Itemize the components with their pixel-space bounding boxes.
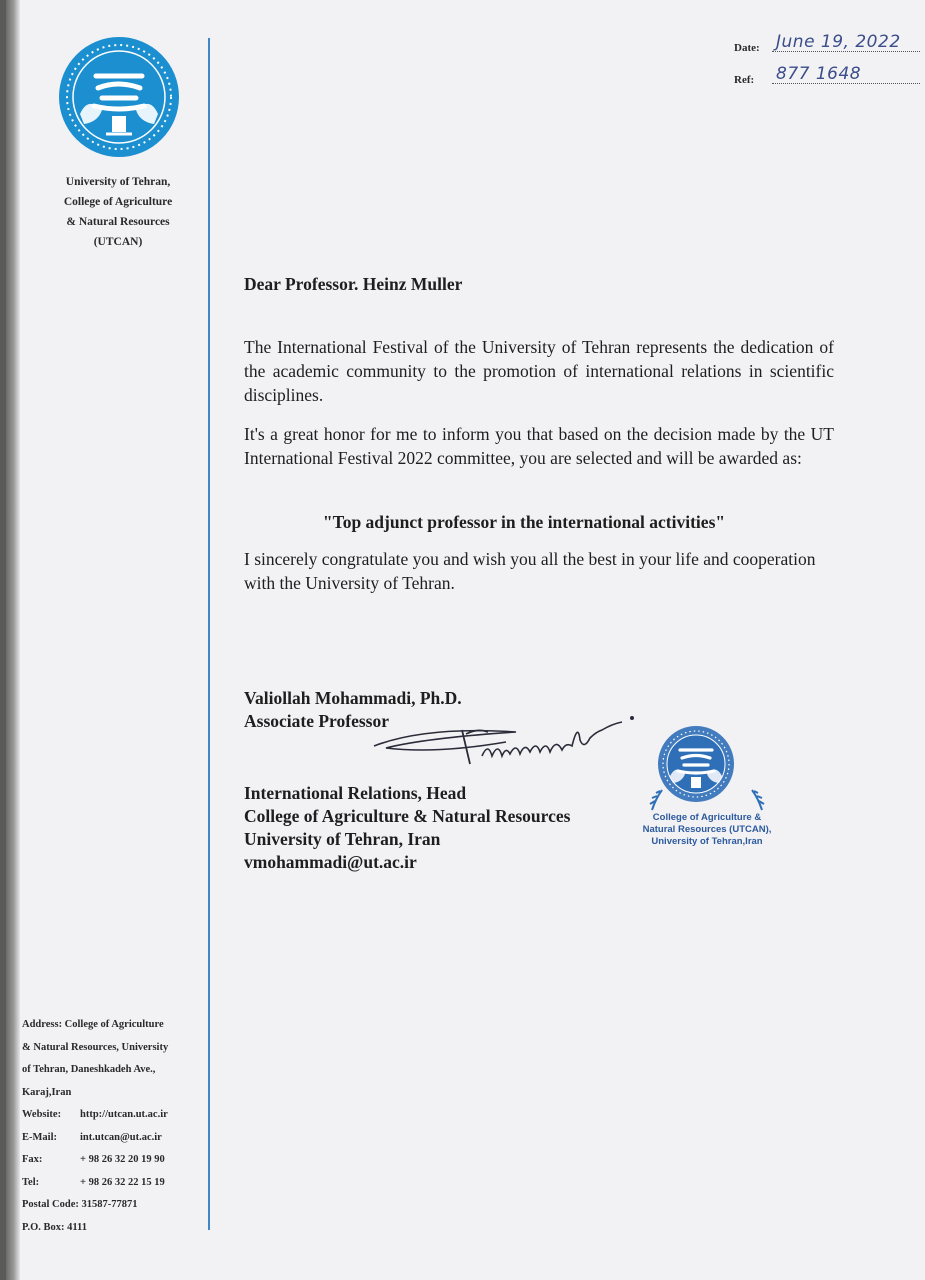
handwritten-signature-icon (366, 708, 666, 778)
address-line: Address: College of Agriculture (22, 1019, 164, 1030)
po-box: P.O. Box: 4111 (22, 1221, 87, 1233)
stamp-text (622, 812, 792, 848)
signatory-position: International Relations, Head (244, 783, 467, 803)
stamp-line: University of Tehran,Iran (651, 836, 763, 847)
paragraph-intro: The International Festival of the University of Tehran represents the dedication of the academic community to the promotion of international relations in scientific disciplines. (244, 337, 834, 405)
contact-value: + 98 26 32 22 15 19 (80, 1176, 165, 1188)
address-line: & Natural Resources, University (22, 1041, 169, 1053)
signatory-name: Valiollah Mohammadi, Ph.D. (244, 688, 462, 708)
contact-fax (22, 1149, 210, 1172)
letter-page (6, 0, 925, 1280)
ref-label: Ref: (734, 74, 755, 86)
contact-value: http://utcan.ut.ac.ir (80, 1109, 168, 1120)
contact-website (22, 1104, 210, 1127)
contact-value: int.utcan@ut.ac.ir (80, 1131, 162, 1143)
address-line: of Tehran, Daneshkadeh Ave., (22, 1064, 156, 1075)
salutation: Dear Professor. Heinz Muller (244, 274, 463, 294)
paragraph-decision: It's a great honor for me to inform you that based on the decision made by the UT International Festival 2022 committee, you are selected and will be awarded as: (244, 424, 834, 468)
institution-line: University of Tehran, (65, 176, 171, 188)
date-value: June 19, 2022 (772, 33, 920, 52)
contact-value: + 98 26 32 20 19 90 (80, 1154, 165, 1165)
award-title: "Top adjunct professor in the international activities" (322, 512, 726, 532)
university-of-tehran-seal-icon (58, 36, 180, 158)
institution-name (34, 172, 202, 252)
ref-field (734, 64, 862, 86)
stamp-line: Natural Resources (UTCAN), (642, 824, 772, 835)
institution-line: & Natural Resources (66, 216, 170, 228)
contact-label: Fax: (22, 1154, 43, 1165)
contact-label: Tel: (22, 1176, 40, 1188)
date-field (734, 32, 901, 54)
signatory-college: College of Agriculture & Natural Resources (244, 806, 571, 826)
stamp-line: College of Agriculture & (652, 812, 762, 823)
signatory-title: Associate Professor (244, 711, 389, 731)
contact-label: E-Mail: (22, 1131, 57, 1143)
contact-tel (22, 1172, 210, 1195)
signatory-email: vmohammadi@ut.ac.ir (244, 852, 417, 872)
contact-email (22, 1127, 210, 1150)
paragraph-congratulations: I sincerely congratulate you and wish you all the best in your life and cooperation with the University of Tehran. (244, 549, 816, 593)
signatory-university: University of Tehran, Iran (244, 829, 441, 849)
ref-value: 877 1648 (772, 65, 920, 84)
stamp-laurel-icon (642, 784, 772, 814)
address-line: Karaj,Iran (22, 1086, 72, 1098)
official-stamp (622, 724, 792, 859)
contact-address-block (22, 1014, 210, 1239)
date-label: Date: (734, 42, 760, 54)
institution-line: College of Agriculture (63, 196, 173, 208)
institution-line: (UTCAN) (93, 236, 143, 248)
postal-code: Postal Code: 31587-77871 (22, 1199, 138, 1210)
contact-label: Website: (22, 1109, 62, 1120)
page-edge-shadow (6, 0, 20, 1280)
